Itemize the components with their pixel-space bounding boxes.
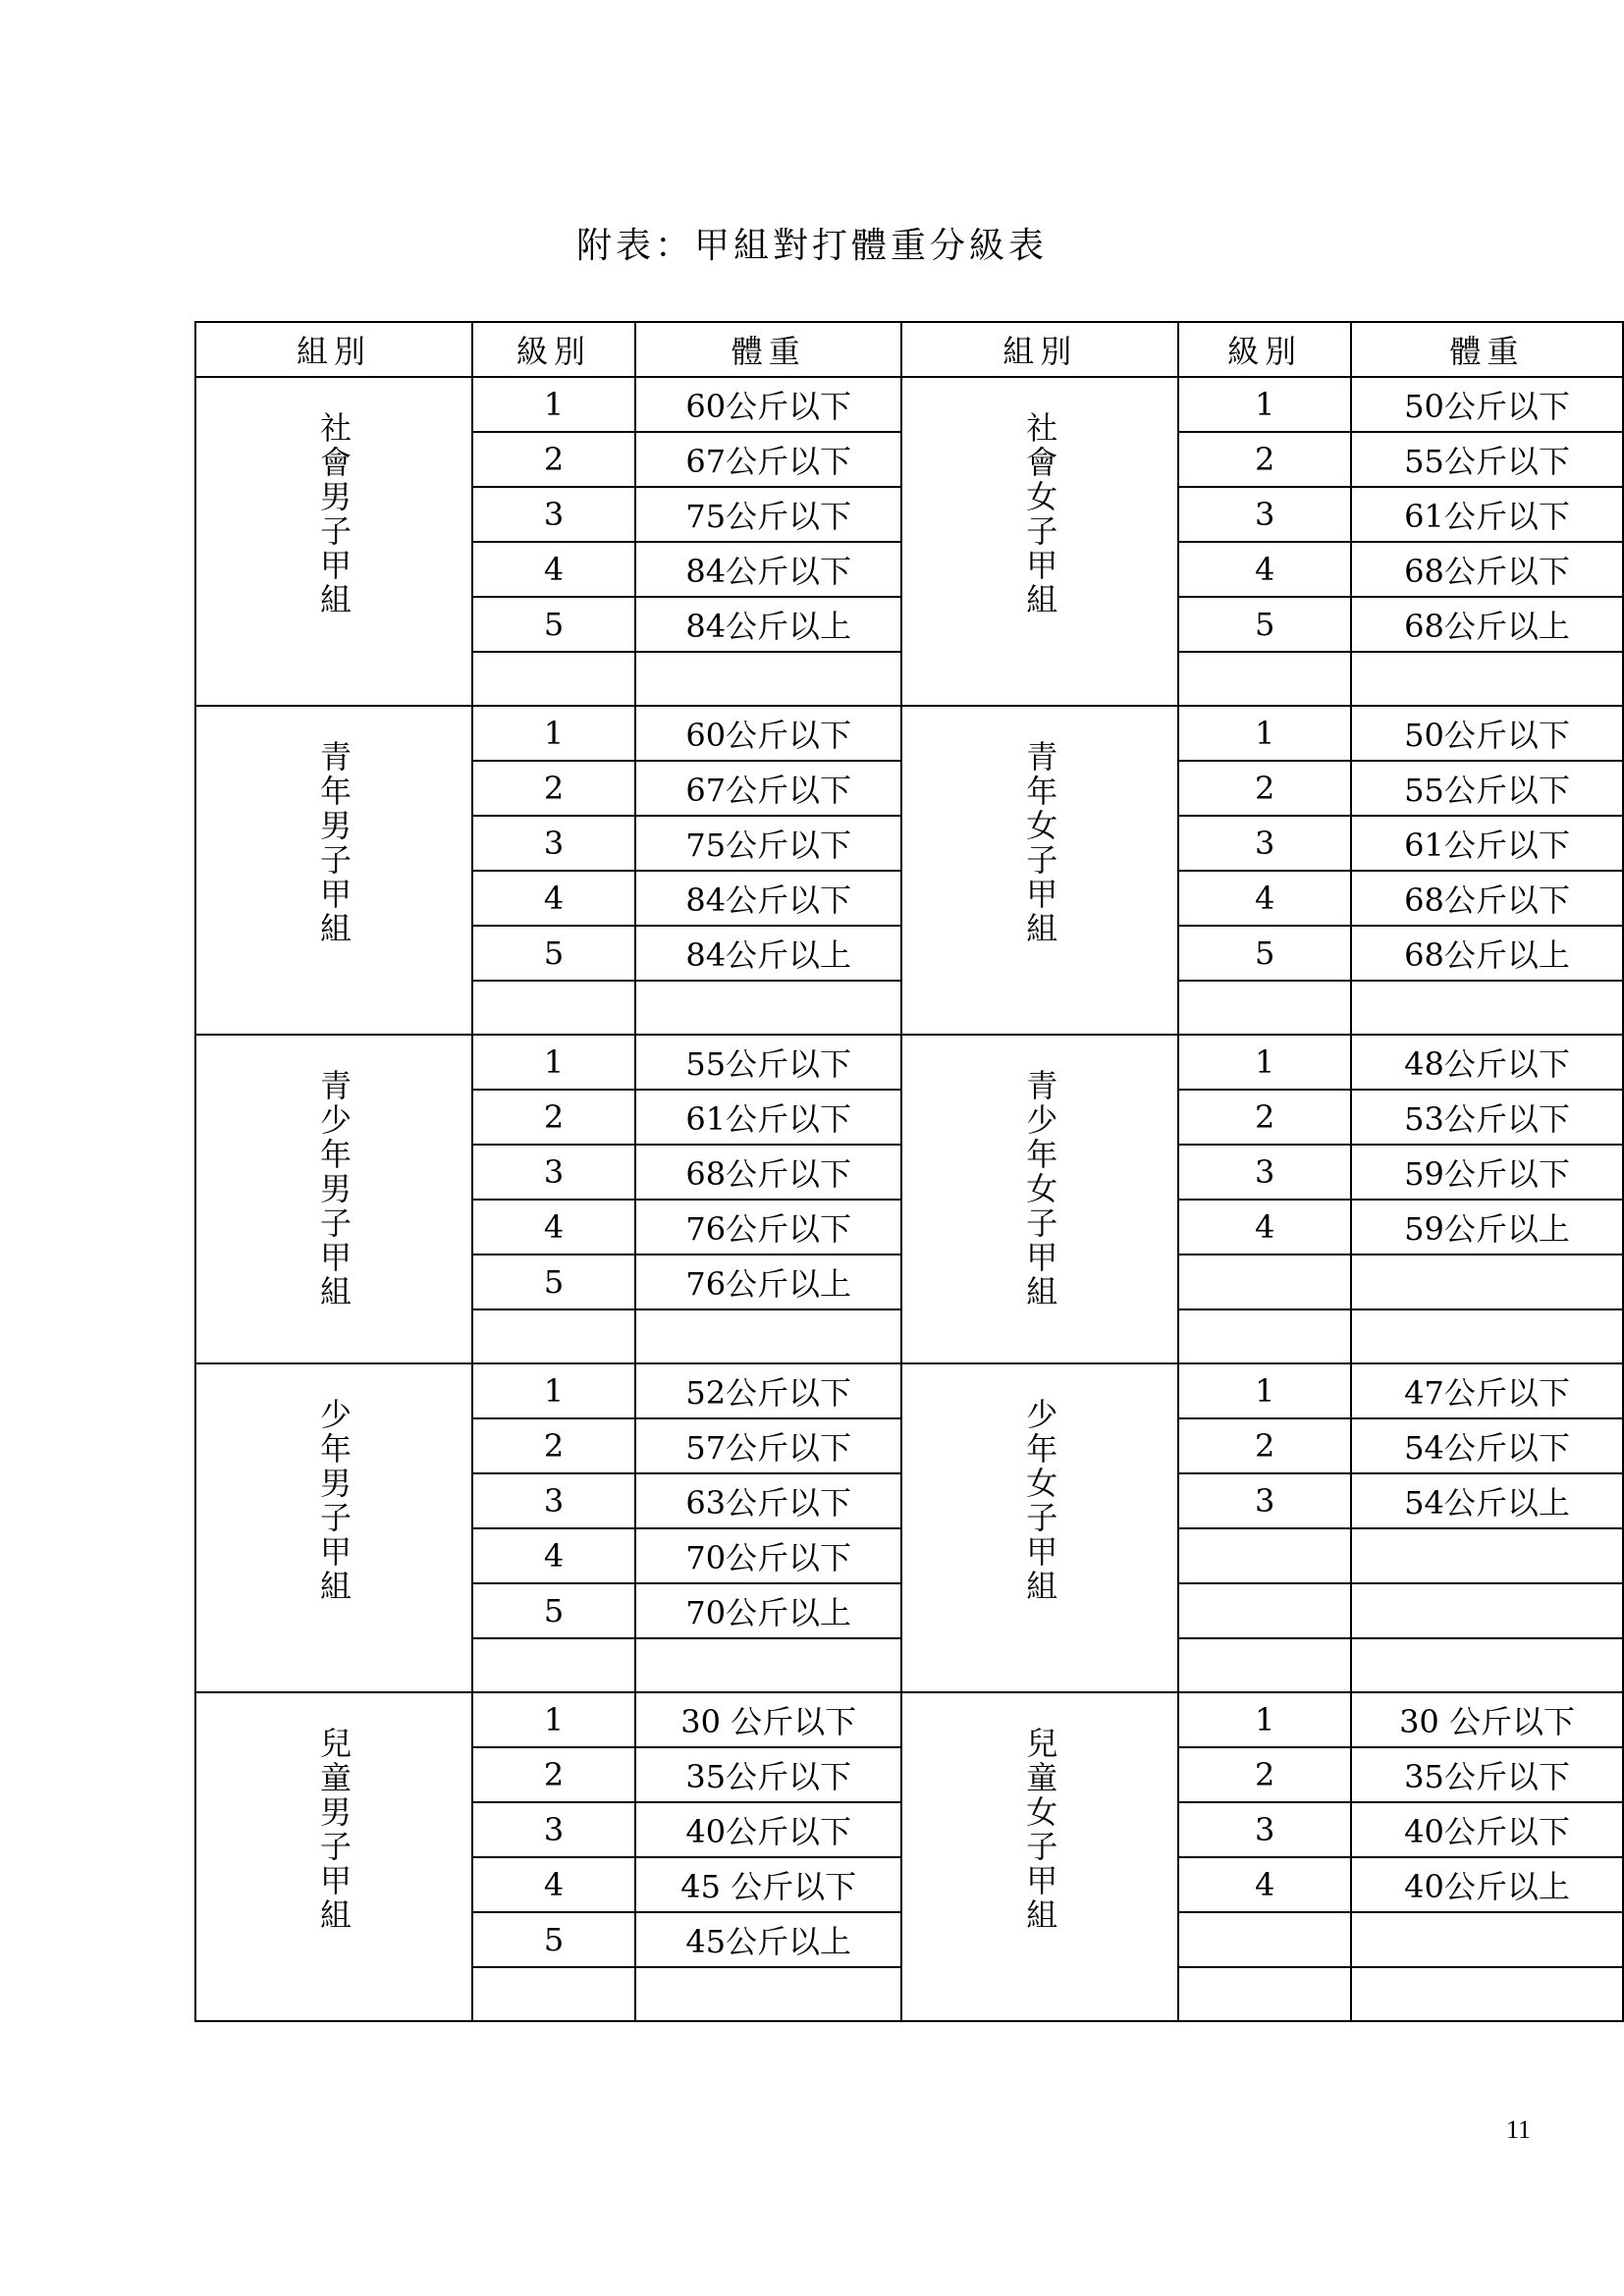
level-cell: 1 — [1178, 706, 1351, 761]
weight-cell — [635, 1967, 901, 2021]
level-cell — [1178, 1528, 1351, 1583]
level-cell: 3 — [1178, 1145, 1351, 1200]
level-cell — [1178, 1638, 1351, 1692]
level-cell — [1178, 1912, 1351, 1967]
weight-cell: 68公斤以下 — [635, 1145, 901, 1200]
level-cell: 5 — [1178, 926, 1351, 981]
level-cell: 4 — [1178, 871, 1351, 926]
weight-cell: 68公斤以上 — [1351, 597, 1623, 652]
group-cell-left — [195, 706, 472, 1035]
level-cell: 4 — [472, 871, 635, 926]
weight-cell: 52公斤以下 — [635, 1363, 901, 1418]
level-cell: 1 — [472, 1035, 635, 1090]
weight-cell: 68公斤以上 — [1351, 926, 1623, 981]
table-row — [195, 706, 1623, 761]
table-body — [195, 377, 1623, 2021]
weight-cell: 61公斤以下 — [1351, 487, 1623, 542]
weight-cell: 40公斤以下 — [635, 1802, 901, 1857]
level-cell: 2 — [472, 432, 635, 487]
weight-cell — [635, 981, 901, 1035]
weight-cell: 60公斤以下 — [635, 706, 901, 761]
weight-cell: 68公斤以下 — [1351, 871, 1623, 926]
weight-cell: 35公斤以下 — [1351, 1747, 1623, 1802]
level-cell: 2 — [472, 1090, 635, 1145]
weight-cell: 84公斤以下 — [635, 542, 901, 597]
weight-cell: 63公斤以下 — [635, 1473, 901, 1528]
weight-cell: 70公斤以上 — [635, 1583, 901, 1638]
table-row — [195, 1363, 1623, 1418]
group-label: 少年女子甲組 — [1021, 1398, 1059, 1604]
level-cell: 2 — [1178, 761, 1351, 816]
weight-cell: 59公斤以下 — [1351, 1145, 1623, 1200]
weight-cell — [1351, 1255, 1623, 1309]
level-cell: 1 — [1178, 1692, 1351, 1747]
level-cell: 5 — [472, 1912, 635, 1967]
weight-cell: 68公斤以下 — [1351, 542, 1623, 597]
level-cell — [1178, 1967, 1351, 2021]
level-cell: 5 — [472, 1255, 635, 1309]
weight-cell — [1351, 1309, 1623, 1363]
level-cell: 2 — [472, 1747, 635, 1802]
level-cell — [472, 1638, 635, 1692]
table-row — [195, 1692, 1623, 1747]
weight-cell — [1351, 1638, 1623, 1692]
level-cell: 4 — [1178, 542, 1351, 597]
group-cell-left — [195, 377, 472, 706]
level-cell: 2 — [1178, 1418, 1351, 1473]
weight-cell: 50公斤以下 — [1351, 377, 1623, 432]
weight-cell: 50公斤以下 — [1351, 706, 1623, 761]
weight-cell: 70公斤以下 — [635, 1528, 901, 1583]
level-cell: 4 — [472, 1528, 635, 1583]
group-cell-right — [901, 377, 1178, 706]
weight-cell: 30 公斤以下 — [635, 1692, 901, 1747]
level-cell: 2 — [1178, 1747, 1351, 1802]
table-header-row — [195, 322, 1623, 377]
level-cell — [472, 652, 635, 706]
page-number: 11 — [1506, 2115, 1532, 2144]
level-cell: 4 — [472, 542, 635, 597]
header-weight-right: 體重 — [1351, 322, 1623, 377]
level-cell — [1178, 652, 1351, 706]
level-cell: 5 — [472, 926, 635, 981]
group-label: 青年女子甲組 — [1021, 740, 1059, 946]
weight-cell — [635, 1309, 901, 1363]
header-group-right: 組別 — [901, 322, 1178, 377]
weight-cell — [635, 652, 901, 706]
level-cell: 1 — [472, 1363, 635, 1418]
level-cell: 3 — [1178, 1473, 1351, 1528]
weight-cell: 55公斤以下 — [1351, 432, 1623, 487]
weight-cell — [1351, 1967, 1623, 2021]
weight-cell: 57公斤以下 — [635, 1418, 901, 1473]
weight-cell — [1351, 1583, 1623, 1638]
group-label: 兒童女子甲組 — [1021, 1727, 1059, 1933]
weight-cell: 59公斤以上 — [1351, 1200, 1623, 1255]
weight-cell: 35公斤以下 — [635, 1747, 901, 1802]
level-cell: 3 — [1178, 816, 1351, 871]
weight-cell: 67公斤以下 — [635, 432, 901, 487]
group-label: 少年男子甲組 — [315, 1398, 352, 1604]
weight-cell — [1351, 981, 1623, 1035]
weight-cell: 45公斤以上 — [635, 1912, 901, 1967]
level-cell: 3 — [472, 487, 635, 542]
weight-cell — [1351, 652, 1623, 706]
level-cell: 5 — [472, 1583, 635, 1638]
weight-cell: 84公斤以上 — [635, 597, 901, 652]
weight-cell: 40公斤以上 — [1351, 1857, 1623, 1912]
weight-cell: 60公斤以下 — [635, 377, 901, 432]
weight-cell: 40公斤以下 — [1351, 1802, 1623, 1857]
level-cell: 2 — [1178, 1090, 1351, 1145]
weight-cell: 84公斤以下 — [635, 871, 901, 926]
level-cell: 1 — [1178, 1035, 1351, 1090]
page-title: 附表：甲組對打體重分級表 — [575, 226, 1048, 266]
level-cell — [472, 981, 635, 1035]
level-cell: 2 — [472, 1418, 635, 1473]
level-cell: 3 — [472, 1473, 635, 1528]
header-level-right: 級別 — [1178, 322, 1351, 377]
level-cell: 2 — [472, 761, 635, 816]
weight-cell: 48公斤以下 — [1351, 1035, 1623, 1090]
weight-cell: 67公斤以下 — [635, 761, 901, 816]
table-row — [195, 377, 1623, 432]
table-row — [195, 1035, 1623, 1090]
level-cell: 1 — [1178, 1363, 1351, 1418]
group-label: 青少年女子甲組 — [1021, 1069, 1059, 1309]
level-cell: 1 — [472, 706, 635, 761]
weight-cell: 54公斤以下 — [1351, 1418, 1623, 1473]
group-label: 社會女子甲組 — [1021, 411, 1059, 617]
level-cell: 2 — [1178, 432, 1351, 487]
group-label: 兒童男子甲組 — [315, 1727, 352, 1933]
level-cell: 3 — [472, 1802, 635, 1857]
level-cell: 3 — [1178, 487, 1351, 542]
weight-cell: 76公斤以下 — [635, 1200, 901, 1255]
level-cell — [1178, 981, 1351, 1035]
level-cell: 1 — [1178, 377, 1351, 432]
group-cell-right — [901, 1363, 1178, 1692]
weight-cell: 30 公斤以下 — [1351, 1692, 1623, 1747]
weight-cell: 47公斤以下 — [1351, 1363, 1623, 1418]
group-cell-right — [901, 1692, 1178, 2021]
group-label: 青年男子甲組 — [315, 740, 352, 946]
level-cell: 4 — [472, 1857, 635, 1912]
weight-cell: 75公斤以下 — [635, 487, 901, 542]
weight-cell — [1351, 1912, 1623, 1967]
weight-cell — [635, 1638, 901, 1692]
header-level-left: 級別 — [472, 322, 635, 377]
level-cell — [1178, 1309, 1351, 1363]
level-cell — [1178, 1583, 1351, 1638]
weight-cell: 55公斤以下 — [635, 1035, 901, 1090]
level-cell: 1 — [472, 377, 635, 432]
level-cell: 3 — [472, 1145, 635, 1200]
group-cell-right — [901, 1035, 1178, 1363]
level-cell — [1178, 1255, 1351, 1309]
weight-cell: 53公斤以下 — [1351, 1090, 1623, 1145]
group-cell-left — [195, 1363, 472, 1692]
group-label: 青少年男子甲組 — [315, 1069, 352, 1309]
header-group-left: 組別 — [195, 322, 472, 377]
level-cell: 4 — [1178, 1200, 1351, 1255]
header-weight-left: 體重 — [635, 322, 901, 377]
level-cell — [472, 1309, 635, 1363]
weight-cell: 55公斤以下 — [1351, 761, 1623, 816]
level-cell: 5 — [1178, 597, 1351, 652]
weight-class-table — [194, 321, 1624, 2022]
level-cell: 5 — [472, 597, 635, 652]
level-cell: 4 — [472, 1200, 635, 1255]
weight-cell: 61公斤以下 — [635, 1090, 901, 1145]
group-cell-left — [195, 1692, 472, 2021]
level-cell — [472, 1967, 635, 2021]
level-cell: 3 — [472, 816, 635, 871]
group-cell-left — [195, 1035, 472, 1363]
weight-cell: 61公斤以下 — [1351, 816, 1623, 871]
weight-cell: 76公斤以上 — [635, 1255, 901, 1309]
weight-cell: 84公斤以上 — [635, 926, 901, 981]
weight-cell — [1351, 1528, 1623, 1583]
weight-cell: 75公斤以下 — [635, 816, 901, 871]
weight-cell: 45 公斤以下 — [635, 1857, 901, 1912]
level-cell: 3 — [1178, 1802, 1351, 1857]
level-cell: 4 — [1178, 1857, 1351, 1912]
group-label: 社會男子甲組 — [315, 411, 352, 617]
level-cell: 1 — [472, 1692, 635, 1747]
group-cell-right — [901, 706, 1178, 1035]
weight-cell: 54公斤以上 — [1351, 1473, 1623, 1528]
